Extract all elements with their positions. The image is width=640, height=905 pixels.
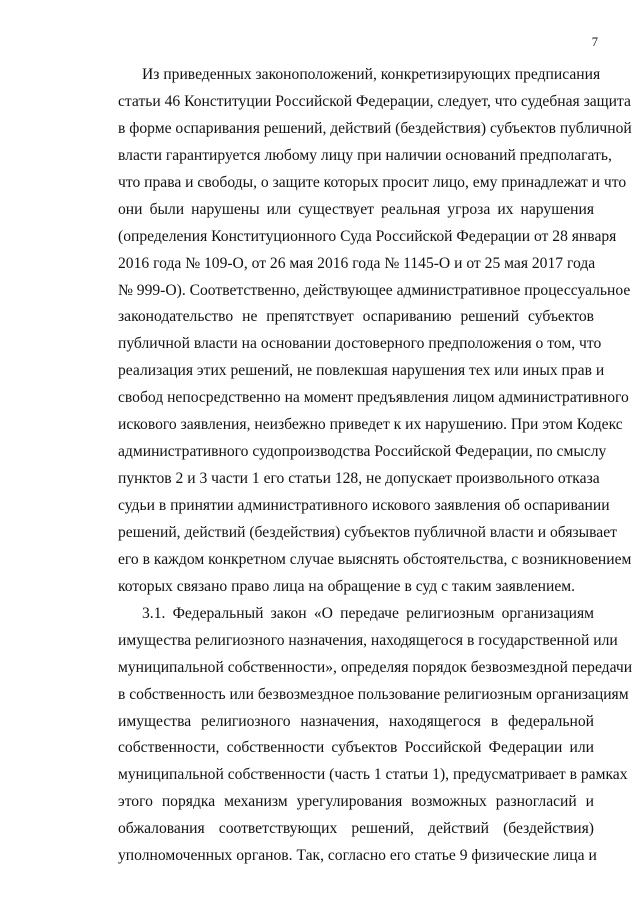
text-line: власти гарантируется любому лицу при наличии оснований предполагать, bbox=[118, 146, 612, 164]
text-line: собственности, собственности субъектов Российской Федерации или bbox=[118, 739, 594, 757]
text-line: судьи в принятии административного искового заявления об оспаривании bbox=[118, 497, 610, 514]
text-line: публичной власти на основании достоверного предположения о том, что bbox=[118, 335, 602, 353]
text-line: в собственность или безвозмездное пользование религиозным организациям bbox=[118, 685, 629, 703]
text-line: этого порядка механизм урегулирования возможных разногласий и bbox=[118, 793, 594, 811]
text-line: обжалования соответствующих решений, действий (бездействия) bbox=[118, 820, 594, 838]
text-line: они были нарушены или существует реальная угроза их нарушения bbox=[118, 200, 594, 218]
page-number: 7 bbox=[591, 35, 598, 49]
text-line: имущества религиозного назначения, находящегося в государственной или bbox=[118, 631, 618, 649]
text-line: муниципальной собственности (часть 1 статьи 1), предусматривает в рамках bbox=[118, 766, 628, 784]
text-line: (определения Конституционного Суда Российской Федерации от 28 января bbox=[118, 227, 617, 245]
text-line: что права и свободы, о защите которых просит лицо, ему принадлежат и что bbox=[118, 173, 627, 191]
text-line: статьи 46 Конституции Российской Федерации, следует, что судебная защита bbox=[118, 92, 631, 110]
text-line: решений, действий (бездействия) субъектов публичной власти и обязывает bbox=[118, 523, 617, 541]
text-line: административного судопроизводства Российской Федерации, по смыслу bbox=[118, 443, 607, 461]
text-line: которых связано право лица на обращение в суд с таким заявлением. bbox=[118, 577, 576, 595]
text-line: № 999-О). Соответственно, действующее административное процессуальное bbox=[118, 281, 631, 299]
text-line: законодательство не препятствует оспариванию решений субъектов bbox=[118, 308, 594, 326]
document-body bbox=[118, 62, 633, 870]
text-line: 2016 года № 109-О, от 26 мая 2016 года № 1145-О и от 25 мая 2017 года bbox=[118, 254, 596, 272]
text-line: его в каждом конкретном случае выяснять обстоятельства, с возникновением bbox=[118, 550, 632, 568]
text-line: пунктов 2 и 3 части 1 его статьи 128, не допускает произвольного отказа bbox=[118, 470, 600, 488]
paragraph-first-line: 3.1. Федеральный закон «О передаче религиозным организациям bbox=[142, 604, 594, 622]
text-line: муниципальной собственности», определяя порядок безвозмездной передачи bbox=[118, 658, 633, 676]
text-line: уполномоченных органов. Так, согласно его статье 9 физические лица и bbox=[118, 847, 597, 865]
text-line: искового заявления, неизбежно приведет к их нарушению. При этом Кодекс bbox=[118, 416, 623, 434]
text-line: имущества религиозного назначения, находящегося в федеральной bbox=[118, 712, 594, 730]
paragraph-first-line: Из приведенных законоположений, конкретизирующих предписания bbox=[142, 66, 601, 83]
text-line: свобод непосредственно на момент предъявления лицом административного bbox=[118, 389, 629, 407]
text-line: реализация этих решений, не повлекшая нарушения тех или иных прав и bbox=[118, 362, 605, 380]
text-line: в форме оспаривания решений, действий (бездействия) субъектов публичной bbox=[118, 119, 632, 137]
